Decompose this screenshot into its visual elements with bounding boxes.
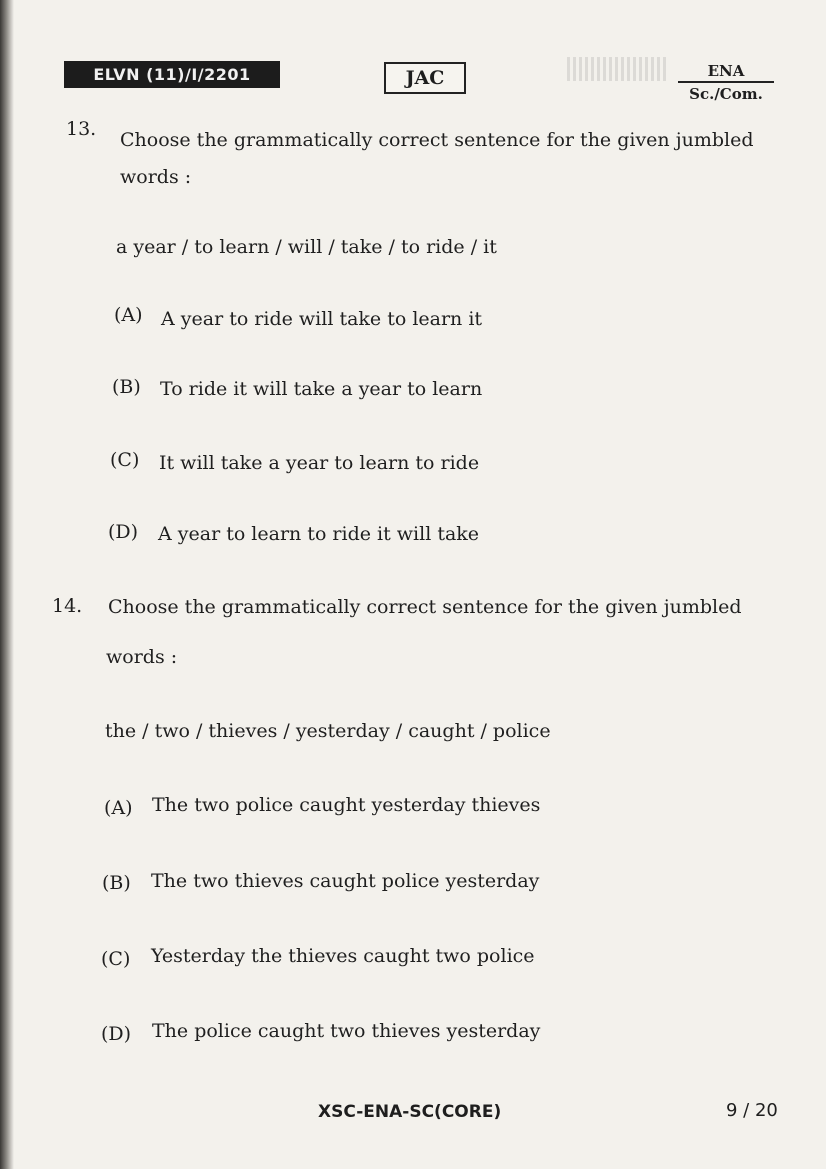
page-number: 9 / 20 — [726, 1100, 778, 1121]
question-13-option-c-key: (C) — [110, 449, 140, 471]
question-13-prompt-line2: words : — [120, 166, 192, 188]
question-14-prompt-line2: words : — [106, 646, 178, 668]
footer-paper-code: XSC-ENA-SC(CORE) — [318, 1102, 502, 1122]
question-13-option-c-text: It will take a year to learn to ride — [159, 452, 480, 474]
subject-code: ENA — [678, 62, 774, 83]
question-14-option-c-key: (C) — [101, 948, 131, 970]
question-14-option-b-key: (B) — [102, 872, 131, 894]
board-label: JAC — [384, 62, 466, 94]
question-14-option-b-text: The two thieves caught police yesterday — [151, 870, 540, 892]
subject-code-block — [678, 62, 774, 103]
question-14-option-a-text: The two police caught yesterday thieves — [152, 794, 541, 816]
question-13-jumbled-words: a year / to learn / will / take / to ride / it — [116, 236, 497, 258]
question-14-option-d-text: The police caught two thieves yesterday — [152, 1020, 541, 1042]
paper-code-label: ELVN (11)/I/2201 — [64, 61, 280, 88]
stream-label: Sc./Com. — [689, 85, 763, 103]
question-14-option-d-key: (D) — [101, 1023, 132, 1045]
question-13-option-a-key: (A) — [114, 304, 143, 326]
question-13-option-d-key: (D) — [108, 521, 139, 543]
question-14-jumbled-words: the / two / thieves / yesterday / caught / police — [105, 720, 551, 742]
question-13-number: 13. — [66, 118, 97, 140]
question-13-option-b-text: To ride it will take a year to learn — [160, 378, 483, 400]
question-14-number: 14. — [52, 595, 83, 617]
question-13-prompt-line1: Choose the grammatically correct sentence for the given jumbled — [120, 129, 754, 151]
question-13-option-b-key: (B) — [112, 376, 141, 398]
question-14-option-a-key: (A) — [104, 797, 133, 819]
question-14-prompt-line1: Choose the grammatically correct sentence for the given jumbled — [108, 596, 742, 618]
question-13-option-a-text: A year to ride will take to learn it — [161, 308, 483, 330]
page-edge-shadow — [0, 0, 14, 1169]
question-14-option-c-text: Yesterday the thieves caught two police — [151, 945, 535, 967]
question-13-option-d-text: A year to learn to ride it will take — [158, 523, 480, 545]
faded-stamp — [567, 57, 667, 81]
